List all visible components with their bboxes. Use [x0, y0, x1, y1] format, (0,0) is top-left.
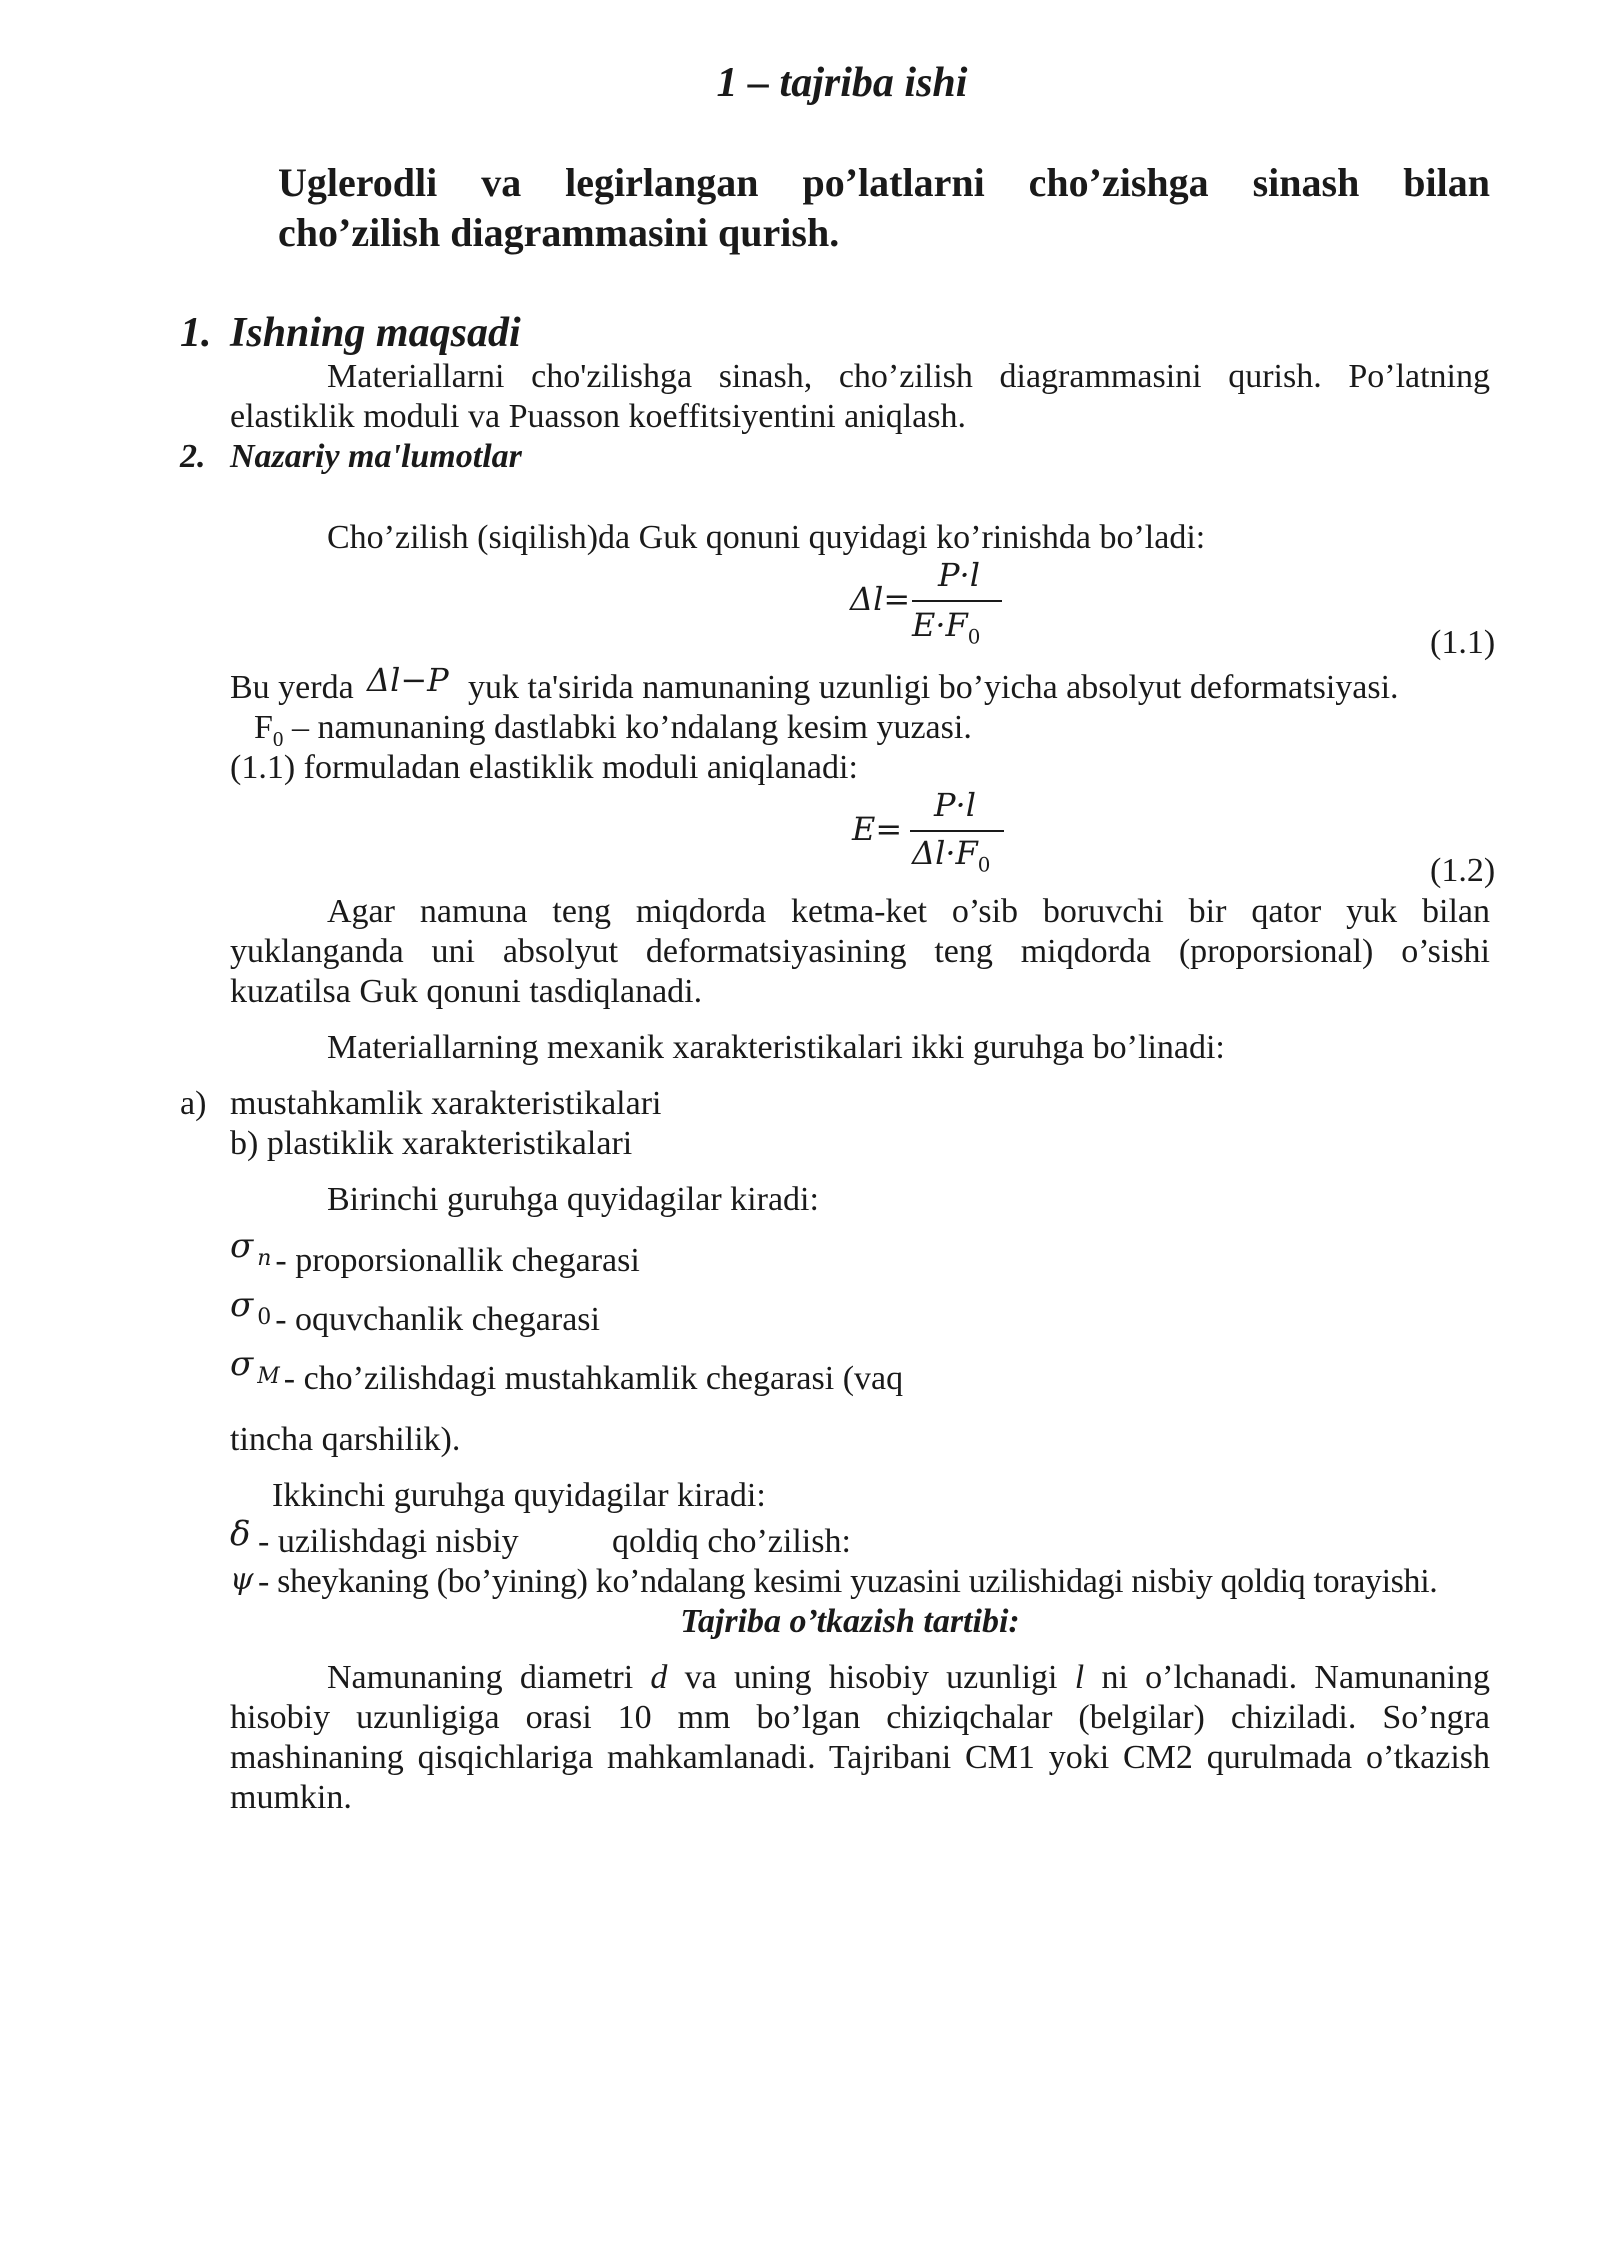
formula-1-1-number: (1.1) [1430, 624, 1496, 661]
procedure-line4: mumkin. [230, 1779, 352, 1816]
procedure-line2: hisobiy uzunligiga orasi 10 mm bo’lgan chiziqchalar (belgilar) chiziladi. So’ngra [230, 1699, 1490, 1736]
psi-item [230, 1562, 254, 1597]
sigma-subscript: M [257, 1364, 280, 1389]
psi-symbol: ψ [230, 1562, 254, 1597]
sigma-subscript: n [257, 1246, 272, 1271]
agar-paragraph-line1: Agar namuna teng miqdorda ketma-ket o’sib boruvchi bir qator yuk bilan [327, 893, 1490, 930]
formula-1-1-lhs: Δl= [850, 580, 911, 618]
bu-yerda-text: yuk ta'sirida namunaning uzunligi bo’yicha absolyut deformatsiyasi. [468, 669, 1399, 706]
formula-1-2-number: (1.2) [1430, 852, 1496, 889]
list-b-item: b) plastiklik xarakteristikalari [230, 1125, 633, 1162]
hooke-intro: Cho’zilish (siqilish)da Guk qonuni quyidagi ko’rinishda bo’ladi: [327, 519, 1206, 556]
list-a-marker: a) [180, 1085, 207, 1122]
delta-item-text1: - uzilishdagi nisbiy [258, 1523, 519, 1560]
section1-title: Ishning maqsadi [230, 310, 521, 356]
sigma-symbol: σ [230, 1226, 254, 1266]
sigma-symbol: σ [230, 1285, 254, 1325]
formula-1-1-denominator: $E\cdot F_0$ [912, 606, 981, 649]
procedure-line1: Namunaning diametri d va uning hisobiy uzunligi l ni o’lchanadi. Namunaning [327, 1659, 1491, 1696]
delta-item-text2: qoldiq cho’zilish: [612, 1523, 851, 1560]
formula-1-1-numerator: P·l [938, 556, 980, 594]
sigma-symbol: σ [230, 1344, 254, 1384]
sigma-item [230, 1226, 640, 1279]
delta-l-minus-p-symbol: Δl−P [367, 661, 449, 699]
agar-paragraph-line3: kuzatilsa Guk qonuni tasdiqlanadi. [230, 973, 703, 1010]
procedure-line3: mashinaning qisqichlariga mahkamlanadi. Tajribani CM1 yoki CM2 qurulmada o’tkazish [230, 1739, 1490, 1776]
main-heading-line2: cho’zilish diagrammasini qurish. [278, 210, 840, 255]
sigma-continuation: tincha qarshilik). [230, 1421, 461, 1458]
mech-groups-line: Materiallarning mexanik xarakteristikalari ikki guruhga bo’linadi: [327, 1029, 1225, 1066]
sigma-item [230, 1285, 600, 1338]
delta-item [230, 1514, 250, 1554]
f0-symbol: F [254, 709, 273, 746]
main-heading-line1: Uglerodli va legirlangan po’latlarni cho’zishga sinash bilan [278, 160, 1490, 205]
f0-text: – namunaning dastlabki ko’ndalang kesim yuzasi. [291, 709, 972, 746]
sigma-item-text: - proporsionallik chegarasi [275, 1242, 640, 1279]
delta-symbol: δ [230, 1514, 251, 1554]
agar-paragraph-line2: yuklanganda uni absolyut deformatsiyasining teng miqdorda (proporsional) o’sishi [230, 933, 1490, 970]
procedure-title: Tajriba o’tkazish tartibi: [680, 1603, 1020, 1640]
formula-1-2-lhs: E= [852, 810, 903, 848]
sigma-item-text: - oquvchanlik chegarasi [275, 1301, 600, 1338]
page-title: 1 – tajriba ishi [716, 60, 968, 106]
section2-title: Nazariy ma'lumotlar [230, 438, 522, 475]
length-symbol: l [1074, 1659, 1085, 1696]
section1-paragraph-line2: elastiklik moduli va Puasson koeffitsiyentini aniqlash. [230, 398, 966, 435]
section1-number: 1. [180, 310, 212, 356]
bu-yerda-prefix: Bu yerda [230, 669, 354, 706]
sigma-subscript: 0 [257, 1305, 272, 1330]
formula-1-2-numerator: P·l [934, 786, 976, 824]
sigma-item [230, 1344, 904, 1397]
group1-intro: Birinchi guruhga quyidagilar kiradi: [327, 1181, 819, 1218]
sigma-item-text: - cho’zilishdagi mustahkamlik chegarasi (vaq [283, 1360, 904, 1397]
diameter-symbol: d [650, 1659, 668, 1696]
section2-number: 2. [180, 438, 206, 475]
formula-1-2-denominator: $\Delta l\cdot F_0$ [912, 834, 991, 877]
section1-paragraph-line1: Materiallarni cho'zilishga sinash, cho’zilish diagrammasini qurish. Po’latning [327, 358, 1490, 395]
list-a-text: mustahkamlik xarakteristikalari [230, 1085, 662, 1122]
psi-item-text: - sheykaning (bo’yining) ko’ndalang kesimi yuzasini uzilishidagi nisbiy qoldiq torayishi. [258, 1563, 1438, 1600]
from-formula-line: (1.1) formuladan elastiklik moduli aniqlanadi: [230, 749, 858, 786]
group2-intro: Ikkinchi guruhga quyidagilar kiradi: [272, 1477, 766, 1514]
f0-subscript: 0 [272, 726, 284, 751]
